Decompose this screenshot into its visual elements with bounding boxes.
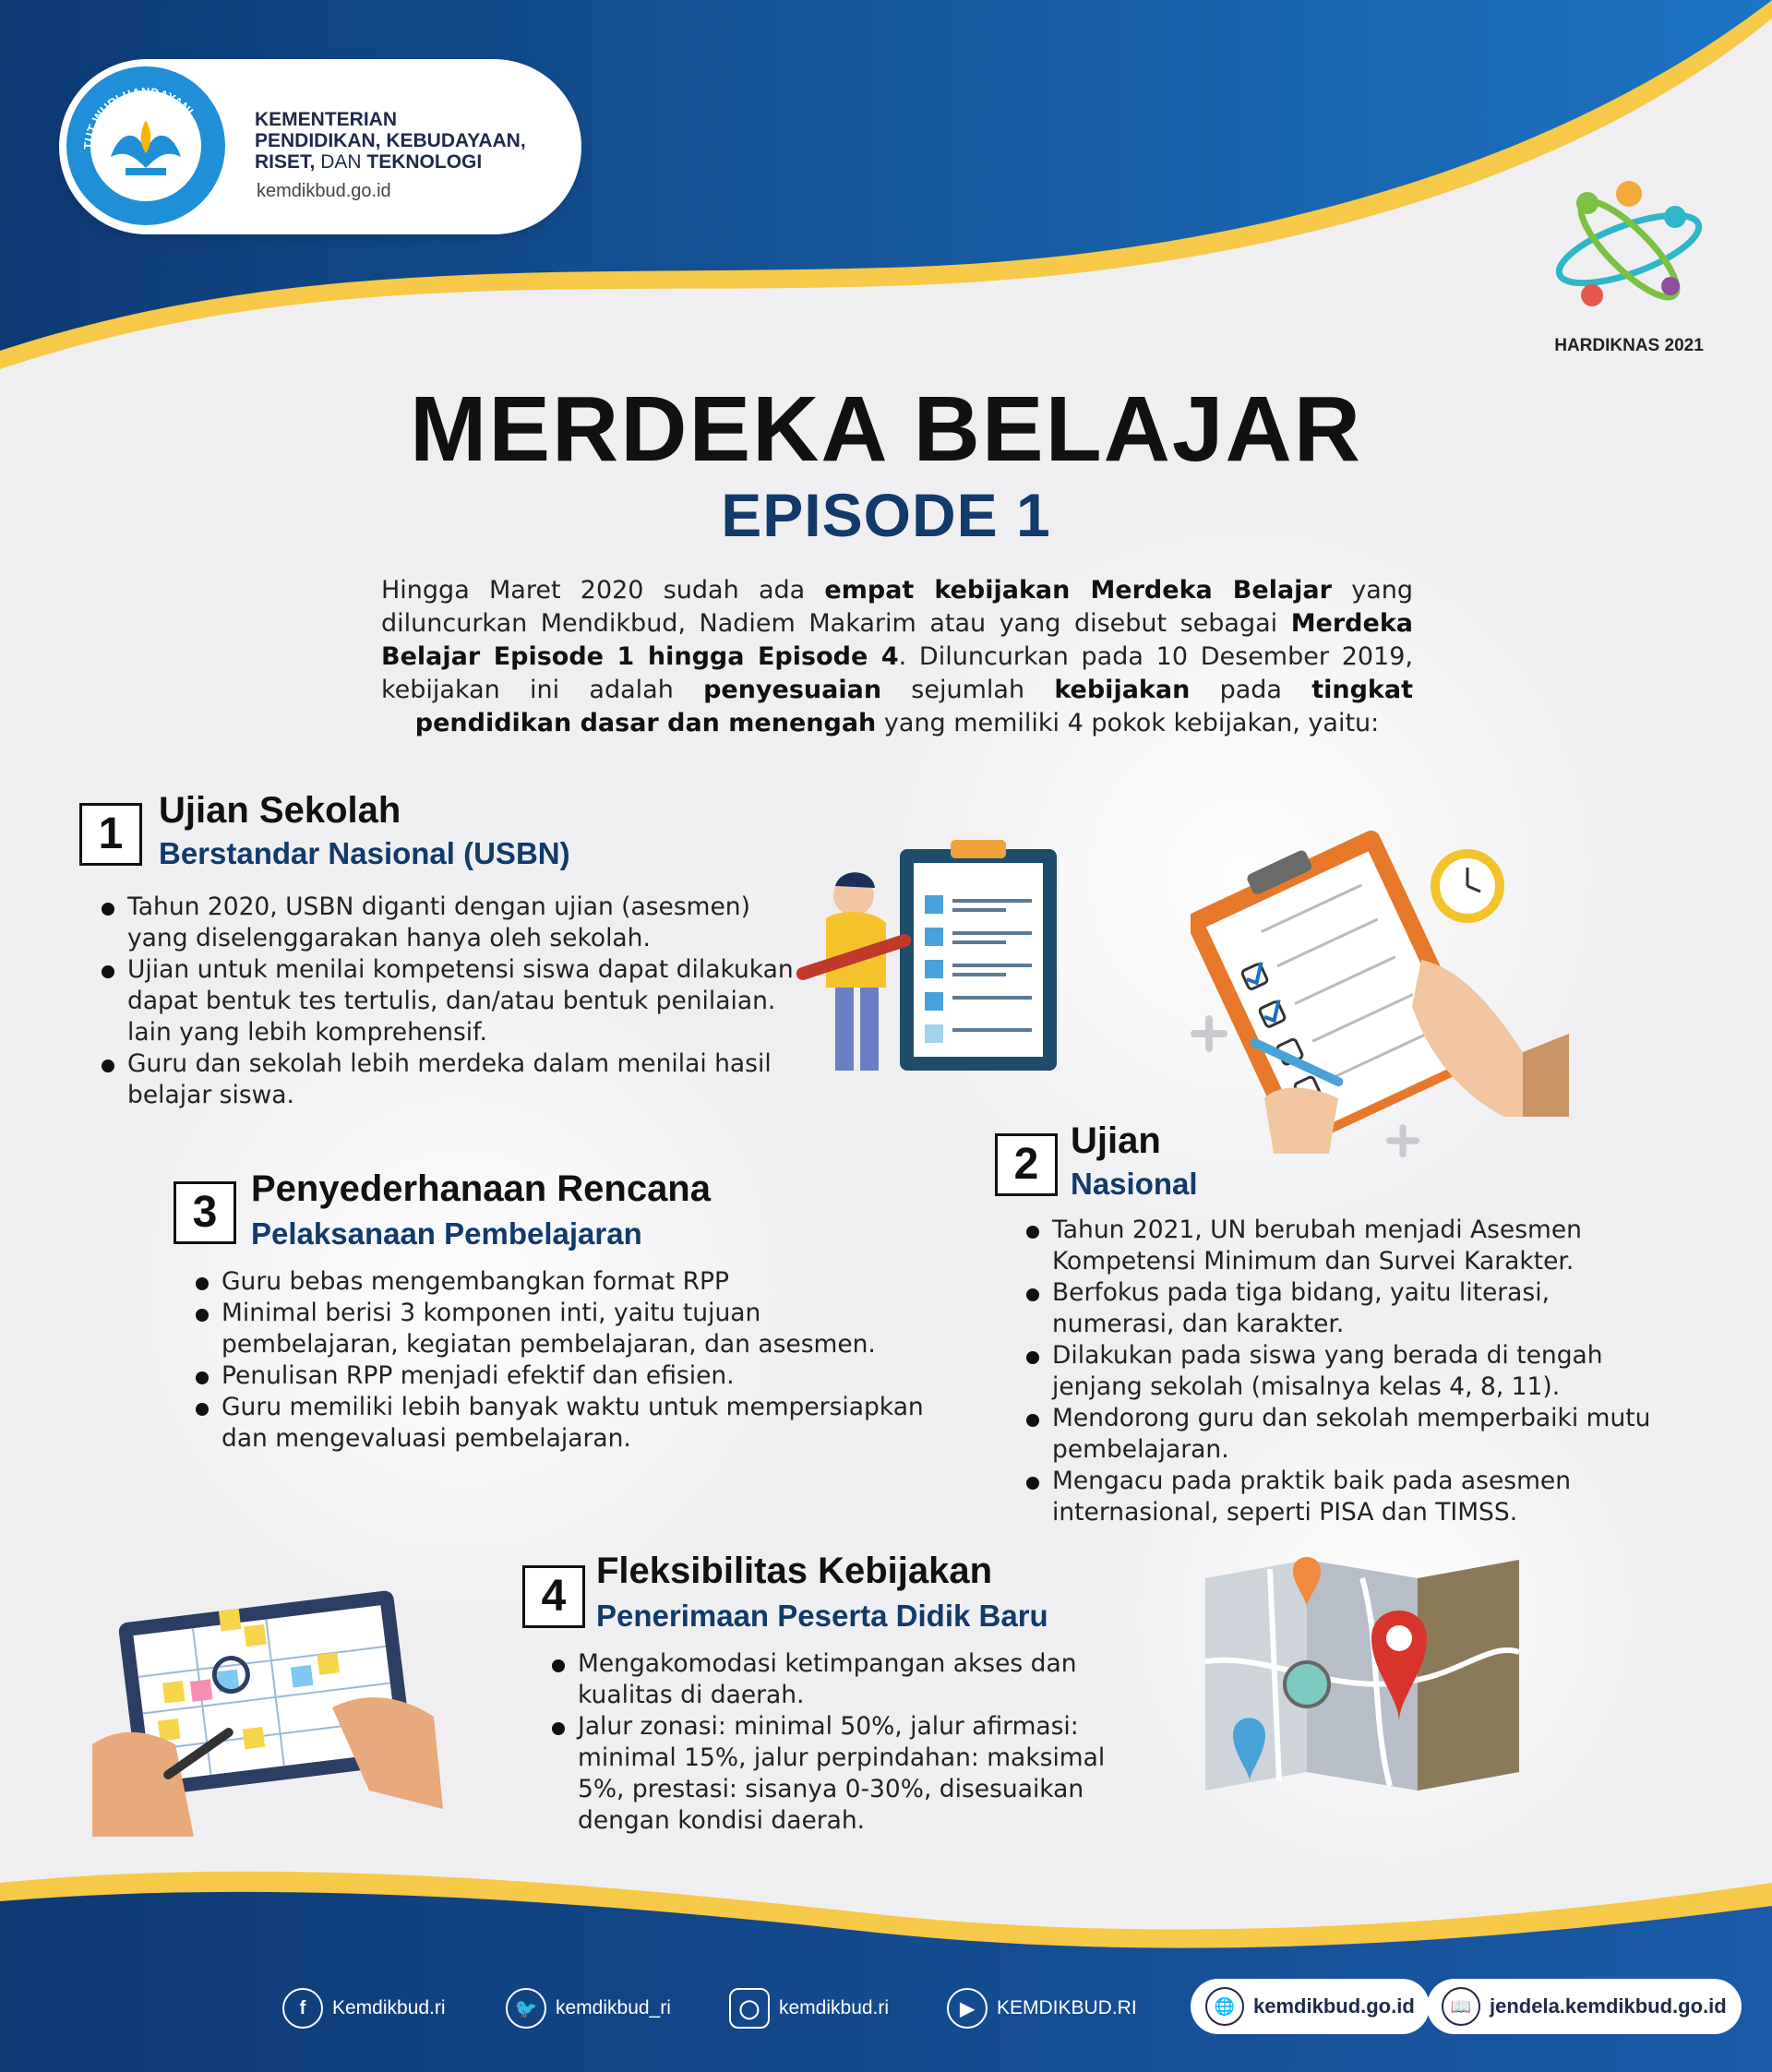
list-item: Guru dan sekolah lebih merdeka dalam menilai hasil belajar siswa. (100, 1048, 801, 1111)
youtube-handle: KEMDIKBUD.RI (997, 1997, 1137, 2018)
list-item: Jalur zonasi: minimal 50%, jalur afirmasi: minimal 15%, jalur perpindahan: maksimal 5%, prestasi: sisanya 0-30%, disesuaikan dengan kondisi daerah. (550, 1711, 1150, 1837)
tut-wuri-handayani-emblem (65, 65, 227, 227)
section-4-subtitle: Penerimaan Peserta Didik Baru (596, 1599, 1048, 1633)
section-3-bullets (194, 1266, 932, 1455)
hands-clipboard-clock-illustration (1191, 821, 1569, 1154)
section-2-bullets (1024, 1215, 1652, 1528)
footer-website-jendela[interactable] (1427, 1979, 1742, 2034)
instagram-icon: ◯ (729, 1988, 770, 2029)
instagram-handle: kemdikbud.ri (779, 1997, 890, 2018)
page-title: MERDEKA BELAJAR (410, 377, 1362, 481)
intro-text: . Diluncurkan pada 10 Desember 2019, kebijakan ini adalah (381, 642, 1413, 704)
twitter-handle: kemdikbud_ri (556, 1997, 671, 2018)
plus-decoration-icon (1386, 1124, 1419, 1157)
clipboard-checklist-illustration (784, 812, 1098, 1080)
footer-twitter[interactable] (506, 1988, 671, 2029)
map-location-illustration (1196, 1551, 1528, 1800)
ministry-line-3b: DAN (320, 151, 362, 173)
section-4-number: 4 (522, 1565, 585, 1628)
twitter-icon: 🐦 (506, 1988, 546, 2029)
intro-text: Hingga Maret 2020 sudah ada (381, 576, 825, 605)
hardiknas-label: HARDIKNAS 2021 (1554, 336, 1704, 355)
section-1-subtitle: Berstandar Nasional (USBN) (159, 836, 570, 870)
facebook-icon: f (282, 1988, 323, 2029)
intro-bold: empat kebijakan Merdeka Belajar (824, 576, 1332, 605)
list-item: Minimal berisi 3 komponen inti, yaitu tujuan pembelajaran, kegiatan pembelajaran, dan asesmen. (194, 1298, 932, 1360)
footer-youtube[interactable] (947, 1988, 1137, 2029)
footer-facebook[interactable] (282, 1988, 446, 2029)
list-item: Berfokus pada tiga bidang, yaitu literasi, numerasi, dan karakter. (1024, 1277, 1652, 1340)
intro-bold: penyesuaian (703, 676, 882, 704)
facebook-handle: Kemdikbud.ri (332, 1997, 446, 2018)
list-item: Tahun 2020, USBN diganti dengan ujian (asesmen) yang diselenggarakan hanya oleh sekolah. (100, 892, 801, 954)
ministry-line-1: KEMENTERIAN (255, 109, 398, 130)
list-item: Dilakukan pada siswa yang berada di tengah jenjang sekolah (misalnya kelas 4, 8, 11). (1024, 1340, 1652, 1403)
list-item: Tahun 2021, UN berubah menjadi Asesmen Kompetensi Minimum dan Survei Karakter. (1024, 1215, 1652, 1277)
section-2-number: 2 (995, 1133, 1058, 1196)
section-3-subtitle: Pelaksanaan Pembelajaran (251, 1216, 642, 1251)
section-4-title: Fleksibilitas Kebijakan (596, 1551, 993, 1591)
section-3-title: Penyederhanaan Rencana (251, 1168, 711, 1209)
ministry-line-2: PENDIDIKAN, KEBUDAYAAN, (255, 130, 526, 151)
list-item: Guru memiliki lebih banyak waktu untuk mempersiapkan dan mengevaluasi pembelajaran. (194, 1392, 932, 1455)
tablet-planning-illustration (92, 1569, 443, 1837)
intro-bold: tingkat pendidikan dasar dan menengah (414, 676, 1413, 737)
list-item: Mendorong guru dan sekolah memperbaiki mutu pembelajaran. (1024, 1403, 1652, 1466)
website-1-link: kemdikbud.go.id (1253, 1994, 1415, 2018)
ministry-line-3c: TEKNOLOGI (366, 151, 483, 173)
page-subtitle: EPISODE 1 (721, 481, 1051, 549)
hardiknas-logo-icon (1550, 166, 1707, 323)
list-item: Ujian untuk menilai kompetensi siswa dapat dilakukan dapat bentuk tes tertulis, dan/atau bentuk penilaian. lain yang lebih komprehensif. (100, 954, 801, 1048)
book-icon: 📖 (1442, 1987, 1480, 2026)
section-1-bullets (100, 892, 801, 1111)
intro-paragraph (381, 574, 1413, 740)
ministry-name (255, 109, 587, 173)
header-domain: kemdikbud.go.id (257, 181, 391, 201)
intro-bold: kebijakan (1054, 676, 1191, 704)
section-2-subtitle: Nasional (1071, 1167, 1198, 1201)
section-1-number: 1 (79, 803, 142, 866)
plus-decoration-icon (1191, 1015, 1227, 1052)
list-item: Mengacu pada praktik baik pada asesmen internasional, seperti PISA dan TIMSS. (1024, 1466, 1652, 1528)
intro-text: pada (1190, 676, 1312, 704)
section-1-title: Ujian Sekolah (159, 790, 401, 831)
intro-bold: Merdeka Belajar Episode 1 hingga Episode 4 (381, 609, 1413, 671)
section-3-number: 3 (174, 1181, 236, 1244)
svg-text:TUT WURI HANDAYANI: TUT WURI HANDAYANI (80, 84, 197, 150)
footer-website-kemdikbud[interactable] (1191, 1979, 1430, 2034)
website-2-link: jendela.kemdikbud.go.id (1490, 1994, 1727, 2018)
intro-text: yang diluncurkan Mendikbud, Nadiem Makarim atau yang disebut sebagai (381, 576, 1413, 638)
footer-instagram[interactable] (729, 1988, 889, 2029)
intro-text: sejumlah (881, 676, 1055, 704)
list-item: Penulisan RPP menjadi efektif dan efisien. (194, 1360, 932, 1392)
youtube-icon: ▶ (947, 1988, 988, 2029)
intro-text: yang memiliki 4 pokok kebijakan, yaitu: (876, 709, 1380, 737)
list-item: Guru bebas mengembangkan format RPP (194, 1266, 932, 1298)
list-item: Mengakomodasi ketimpangan akses dan kualitas di daerah. (550, 1648, 1150, 1711)
section-4-bullets (550, 1648, 1150, 1837)
ministry-line-3: RISET, (255, 151, 316, 173)
globe-icon: 🌐 (1205, 1987, 1244, 2026)
section-2-title: Ujian (1071, 1120, 1161, 1161)
